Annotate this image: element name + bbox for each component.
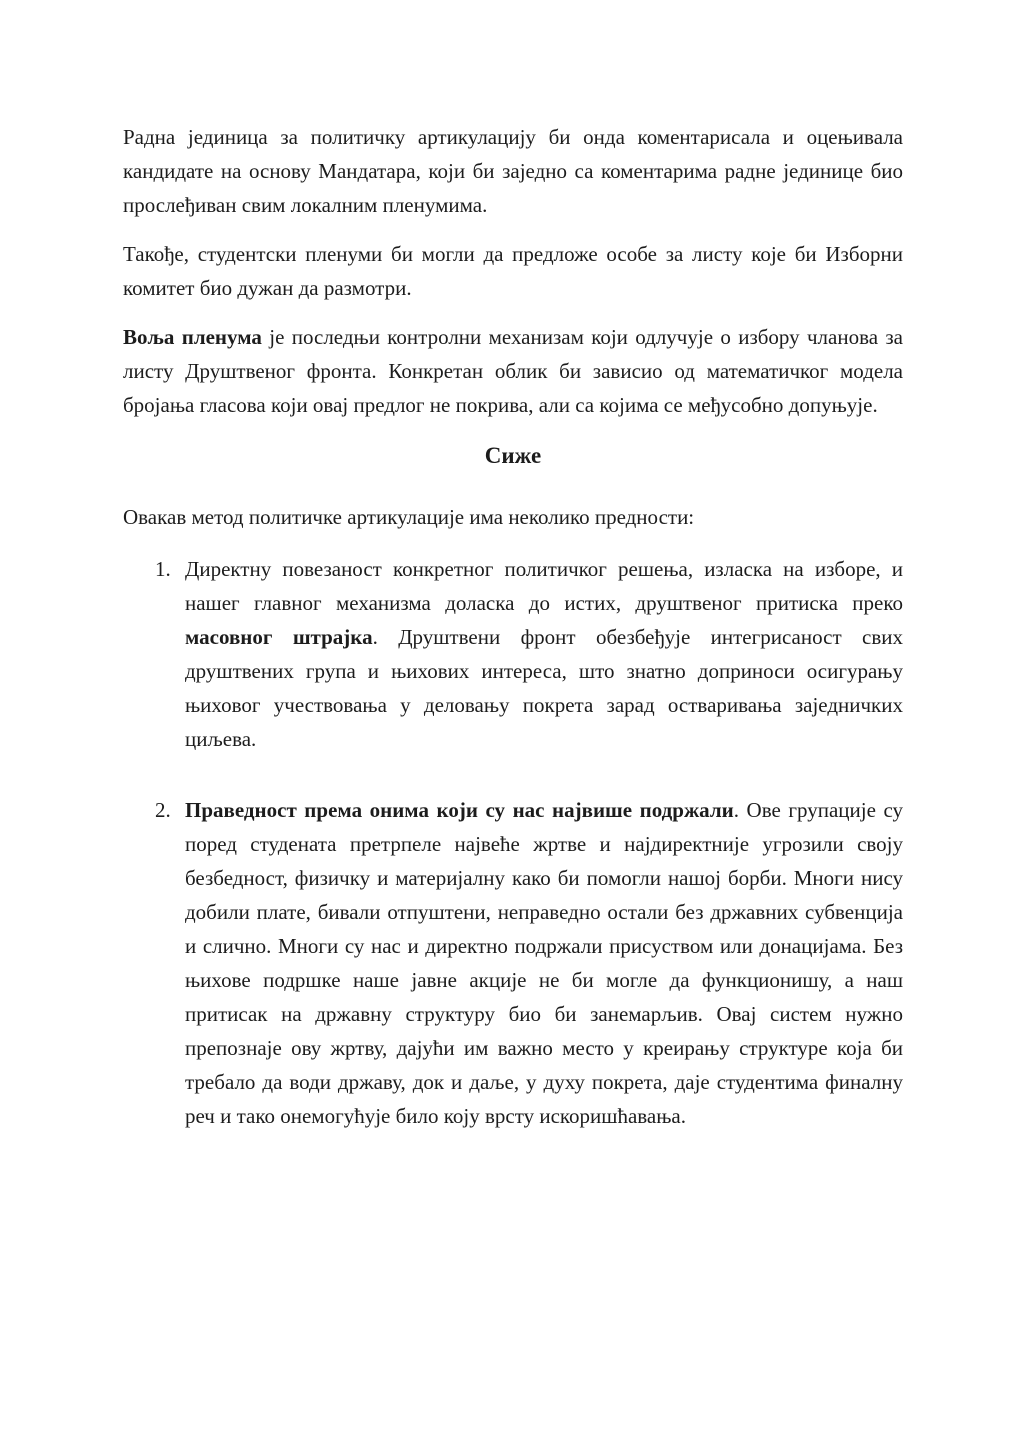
numbered-list — [123, 552, 903, 1133]
body-paragraph — [123, 120, 903, 222]
list-item — [123, 793, 903, 1133]
text-run: Такође, студентски пленуми би могли да предложе особе за листу које би Изборни комитет био дужан да размотри. — [123, 242, 903, 300]
paragraph-block — [123, 120, 903, 422]
list-item — [123, 552, 903, 756]
list-item-text — [185, 552, 903, 756]
bold-text-run: масовног штрајка — [185, 625, 373, 649]
section-heading: Сиже — [484, 443, 542, 468]
body-paragraph — [123, 320, 903, 422]
bold-text-run: Воља пленума — [123, 325, 262, 349]
body-paragraph — [123, 237, 903, 305]
list-item-text — [185, 793, 903, 1133]
intro-paragraph: Овакав метод политичке артикулације има неколико предности: — [123, 505, 695, 529]
text-run: је последњи контролни механизам који одлучује о избору чланова за листу Друштвеног фронта. Конкретан облик би зависио од математичког модела бројања гласова који овај предлог не покрива, али са којима се међусобно допуњује. — [123, 325, 903, 417]
list-item-number: 1. — [155, 557, 171, 581]
text-run: . Ове групације су поред студената претрпеле највеће жртве и најдиректније угрозили своју безбедност, физичку и материјалну како би помогли нашој борби. Многи нису добили плате, бивали отпуштени, неправедно остали без државних субвенција и слично. Многи су нас и директно подржали присуством или донацијама. Без њихове подршке наше јавне акције не би могле да функционишу, а наш притисак на државну структуру био би занемарљив. Овај систем нужно препознаје ову жртву, дајући им важно место у креирању структуре која би требало да води државу, док и даље, у духу покрета, даје студентима финалну реч и тако онемогућује било коју врсту искоришћавања. — [185, 798, 903, 1128]
list-item-number: 2. — [155, 798, 171, 822]
text-run: . Друштвени фронт обезбеђује интегрисаност свих друштвених група и њихових интереса, што знатно доприноси осигурању њиховог учествовања у деловању покрета зарад остваривања заједничких циљева. — [185, 625, 903, 751]
bold-text-run: Праведност према онима који су нас највише подржали — [185, 798, 734, 822]
text-run: Радна јединица за политичку артикулацију би онда коментарисала и оцењивала кандидате на основу Мандатара, који би заједно са коментарима радне јединице био прослеђиван свим локалним пленумима. — [123, 125, 903, 217]
text-run: Директну повезаност конкретног политичког решења, изласка на изборе, и нашег главног механизма доласка до истих, друштвеног притиска преко — [185, 557, 903, 615]
